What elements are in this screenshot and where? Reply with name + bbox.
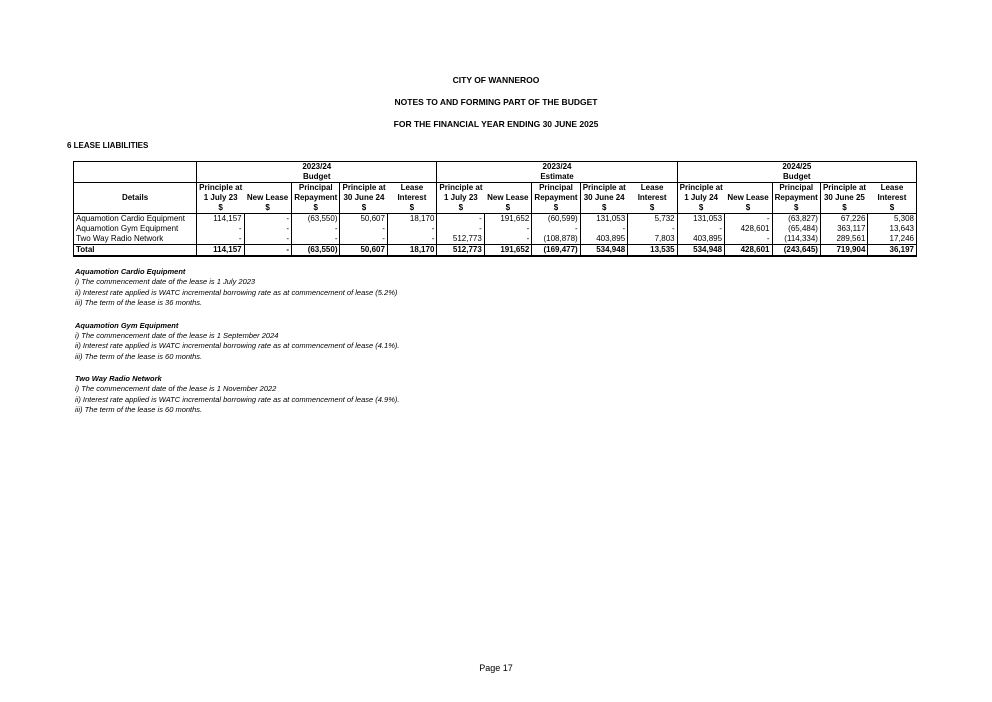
column-header: Lease — [628, 183, 677, 194]
currency-label: $ — [725, 203, 772, 214]
column-header: Repayment — [772, 193, 820, 203]
value-cell: - — [725, 234, 772, 245]
column-header: Interest — [637, 193, 667, 202]
value-cell: - — [340, 224, 387, 234]
value-cell: - — [725, 214, 772, 225]
value-cell: 17,246 — [868, 234, 917, 245]
value-cell: 289,561 — [820, 234, 867, 245]
value-cell: 131,053 — [580, 214, 627, 225]
currency-label: $ — [580, 203, 627, 214]
value-cell: (114,334) — [772, 234, 820, 245]
note-line: ii) Interest rate applied is WATC incremental borrowing rate as at commencement of lease (4.1%). — [75, 341, 400, 350]
note-line: iii) The term of the lease is 60 months. — [75, 405, 203, 414]
total-value-cell: 191,652 — [484, 245, 531, 257]
total-value-cell: 114,157 — [197, 245, 244, 257]
value-cell: - — [677, 224, 724, 234]
column-header: Principle at — [197, 183, 244, 194]
currency-label: $ — [387, 203, 436, 214]
note-title: Aquamotion Gym Equipment — [75, 320, 179, 330]
column-header — [725, 183, 772, 194]
value-cell: 114,157 — [197, 214, 244, 225]
group-year-label: 2024/25 — [677, 162, 916, 173]
column-header: 30 June 25 — [820, 193, 867, 203]
details-header-cell — [74, 203, 197, 214]
group-kind-label: Estimate — [437, 172, 677, 183]
value-cell: - — [484, 224, 531, 234]
value-cell: 5,732 — [628, 214, 677, 225]
total-row — [74, 245, 917, 257]
details-column-header: Details — [74, 193, 197, 203]
currency-label: $ — [677, 203, 724, 214]
note-title: Two Way Radio Network — [75, 374, 162, 383]
value-cell: (108,878) — [532, 234, 580, 245]
column-header: Principal — [532, 183, 580, 194]
details-header-cell — [74, 183, 197, 194]
doc-subtitle: NOTES TO AND FORMING PART OF THE BUDGET — [394, 97, 598, 107]
value-cell: - — [484, 234, 531, 245]
value-cell: 428,601 — [725, 224, 772, 234]
group-year-label: 2023/24 — [437, 162, 677, 173]
total-value-cell: 512,773 — [437, 245, 484, 257]
header-row-columns — [74, 183, 917, 194]
header-row-year — [74, 162, 917, 173]
table-row — [74, 234, 917, 245]
note-line: i) The commencement date of the lease is 1 September 2024 — [75, 330, 279, 340]
column-header: 1 July 23 — [197, 193, 244, 203]
value-cell: - — [244, 224, 291, 234]
currency-label: $ — [820, 203, 867, 214]
column-header: 1 July 24 — [677, 193, 724, 203]
header-row-columns — [74, 203, 917, 214]
total-label: Total — [74, 245, 197, 257]
value-cell: (60,599) — [532, 214, 580, 225]
note-line: ii) Interest rate applied is WATC incremental borrowing rate as at commencement of lease (4.9%). — [75, 394, 400, 404]
value-cell: 512,773 — [437, 234, 484, 245]
section-title: 6 LEASE LIABILITIES — [67, 141, 149, 150]
note-line: i) The commencement date of the lease is 1 November 2022 — [75, 384, 277, 393]
total-value-cell: 13,535 — [628, 245, 677, 257]
currency-label: $ — [244, 203, 291, 214]
total-value-cell: - — [244, 245, 291, 257]
value-cell: (63,550) — [292, 214, 340, 225]
total-value-cell: 50,607 — [340, 245, 387, 257]
note-block — [75, 373, 399, 416]
column-header: New Lease — [487, 193, 529, 202]
note-line: ii) Interest rate applied is WATC incremental borrowing rate as at commencement of lease (5.2%) — [75, 287, 398, 297]
column-header — [484, 183, 531, 194]
value-cell: 363,117 — [820, 224, 867, 234]
currency-label: $ — [292, 203, 340, 214]
page-number: Page 17 — [479, 663, 513, 673]
note-block — [75, 266, 399, 309]
total-value-cell: 534,948 — [677, 245, 724, 257]
header-row-kind — [74, 172, 917, 183]
value-cell: - — [437, 224, 484, 234]
column-header: New Lease — [246, 193, 289, 202]
details-header-mid — [74, 172, 197, 183]
header-row-columns — [74, 193, 917, 203]
row-label: Aquamotion Cardio Equipment — [74, 214, 197, 225]
column-header: 30 June 24 — [580, 193, 627, 203]
row-label: Aquamotion Gym Equipment — [74, 224, 197, 234]
value-cell: 403,895 — [677, 234, 724, 245]
currency-label: $ — [628, 203, 677, 214]
note-line: iii) The term of the lease is 60 months. — [75, 351, 203, 361]
total-value-cell: 36,197 — [868, 245, 917, 257]
value-cell: - — [292, 224, 340, 234]
table-row — [74, 224, 917, 234]
group-kind-label: Budget — [677, 172, 916, 183]
details-header-top — [74, 162, 197, 173]
column-header: Principle at — [580, 183, 627, 194]
value-cell: (63,827) — [772, 214, 820, 225]
currency-label: $ — [340, 203, 387, 214]
value-cell: - — [387, 234, 436, 245]
note-block — [75, 320, 399, 363]
total-value-cell: (243,645) — [772, 245, 820, 257]
column-header: Repayment — [292, 193, 340, 203]
value-cell: - — [387, 224, 436, 234]
row-label: Two Way Radio Network — [74, 234, 197, 245]
org-title: CITY OF WANNEROO — [452, 75, 540, 85]
value-cell: 13,643 — [868, 224, 917, 234]
currency-label: $ — [437, 203, 484, 214]
column-header: 1 July 23 — [437, 193, 484, 203]
value-cell: 18,170 — [387, 214, 436, 225]
value-cell: (65,484) — [772, 224, 820, 234]
total-value-cell: 534,948 — [580, 245, 627, 257]
note-line: i) The commencement date of the lease is 1 July 2023 — [75, 277, 256, 286]
value-cell: - — [197, 224, 244, 234]
table-row — [74, 214, 917, 225]
currency-label: $ — [484, 203, 531, 214]
value-cell: - — [197, 234, 244, 245]
note-line: iii) The term of the lease is 36 months. — [75, 298, 203, 307]
value-cell: 191,652 — [484, 214, 531, 225]
total-value-cell: 719,904 — [820, 245, 867, 257]
column-header: Lease — [868, 183, 917, 194]
note-title: Aquamotion Cardio Equipment — [75, 267, 186, 276]
currency-label: $ — [868, 203, 917, 214]
value-cell: - — [244, 214, 291, 225]
total-value-cell: (63,550) — [292, 245, 340, 257]
value-cell: - — [532, 224, 580, 234]
column-header: Principle at — [820, 183, 867, 194]
column-header: Principal — [292, 183, 340, 194]
value-cell: 5,308 — [868, 214, 917, 225]
currency-label: $ — [532, 203, 580, 214]
value-cell: - — [244, 234, 291, 245]
column-header: Repayment — [532, 193, 580, 203]
column-header — [244, 183, 291, 194]
column-header: Interest — [868, 193, 917, 203]
value-cell: - — [628, 224, 677, 234]
total-value-cell: 428,601 — [725, 245, 772, 257]
column-header: Interest — [397, 193, 427, 202]
column-header: New Lease — [727, 193, 769, 202]
value-cell: 7,803 — [628, 234, 677, 245]
total-value-cell: 18,170 — [387, 245, 436, 257]
column-header: 30 June 24 — [340, 193, 387, 203]
column-header: Lease — [387, 183, 436, 194]
currency-label: $ — [772, 203, 820, 214]
value-cell: - — [580, 224, 627, 234]
value-cell: - — [437, 214, 484, 225]
column-header: Principle at — [677, 183, 724, 194]
value-cell: - — [340, 234, 387, 245]
column-header: Principle at — [437, 183, 484, 194]
total-value-cell: (169,477) — [532, 245, 580, 257]
value-cell: 131,053 — [677, 214, 724, 225]
column-header: Principle at — [340, 183, 387, 194]
group-kind-label: Budget — [197, 172, 437, 183]
lease-notes — [75, 266, 399, 427]
value-cell: - — [292, 234, 340, 245]
value-cell: 403,895 — [580, 234, 627, 245]
group-year-label: 2023/24 — [197, 162, 437, 173]
currency-label: $ — [197, 203, 244, 214]
value-cell: 67,226 — [820, 214, 867, 225]
value-cell: 50,607 — [340, 214, 387, 225]
period-title: FOR THE FINANCIAL YEAR ENDING 30 JUNE 2025 — [393, 119, 599, 129]
column-header: Principal — [772, 183, 820, 194]
lease-liabilities-table — [73, 161, 917, 257]
